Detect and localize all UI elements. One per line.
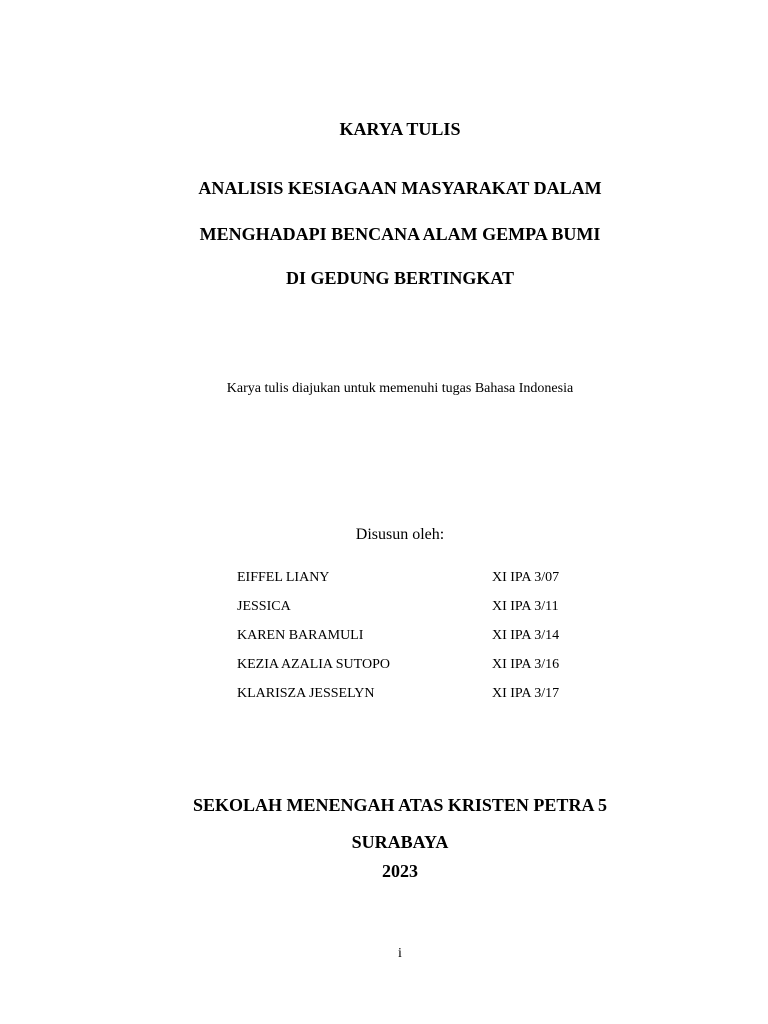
author-name: KLARISZA JESSELYN: [237, 686, 375, 701]
subtitle: Karya tulis diajukan untuk memenuhi tugas Bahasa Indonesia: [226, 381, 574, 396]
author-row: [237, 570, 577, 599]
title-line-1: ANALISIS KESIAGAAN MASYARAKAT DALAM: [198, 178, 602, 198]
author-list: [237, 570, 577, 715]
author-class: XI IPA 3/14: [492, 628, 560, 643]
title-line-3: DI GEDUNG BERTINGKAT: [285, 268, 515, 288]
title-line-2: MENGHADAPI BENCANA ALAM GEMPA BUMI: [199, 224, 601, 244]
author-name: KAREN BARAMULI: [237, 628, 364, 643]
author-class: XI IPA 3/07: [492, 570, 560, 585]
document-heading: KARYA TULIS: [339, 119, 461, 139]
author-name: EIFFEL LIANY: [237, 570, 330, 585]
author-class: XI IPA 3/11: [492, 599, 559, 614]
page-number: i: [398, 946, 402, 961]
school-name: SEKOLAH MENENGAH ATAS KRISTEN PETRA 5: [193, 795, 607, 815]
city: SURABAYA: [351, 832, 449, 852]
author-row: [237, 657, 577, 686]
author-row: [237, 628, 577, 657]
author-row: [237, 599, 577, 628]
byline: Disusun oleh:: [355, 526, 445, 543]
author-class: XI IPA 3/17: [492, 686, 560, 701]
author-row: [237, 686, 577, 715]
author-name: JESSICA: [237, 599, 291, 614]
author-name: KEZIA AZALIA SUTOPO: [237, 657, 390, 672]
year: 2023: [382, 861, 418, 881]
author-class: XI IPA 3/16: [492, 657, 560, 672]
